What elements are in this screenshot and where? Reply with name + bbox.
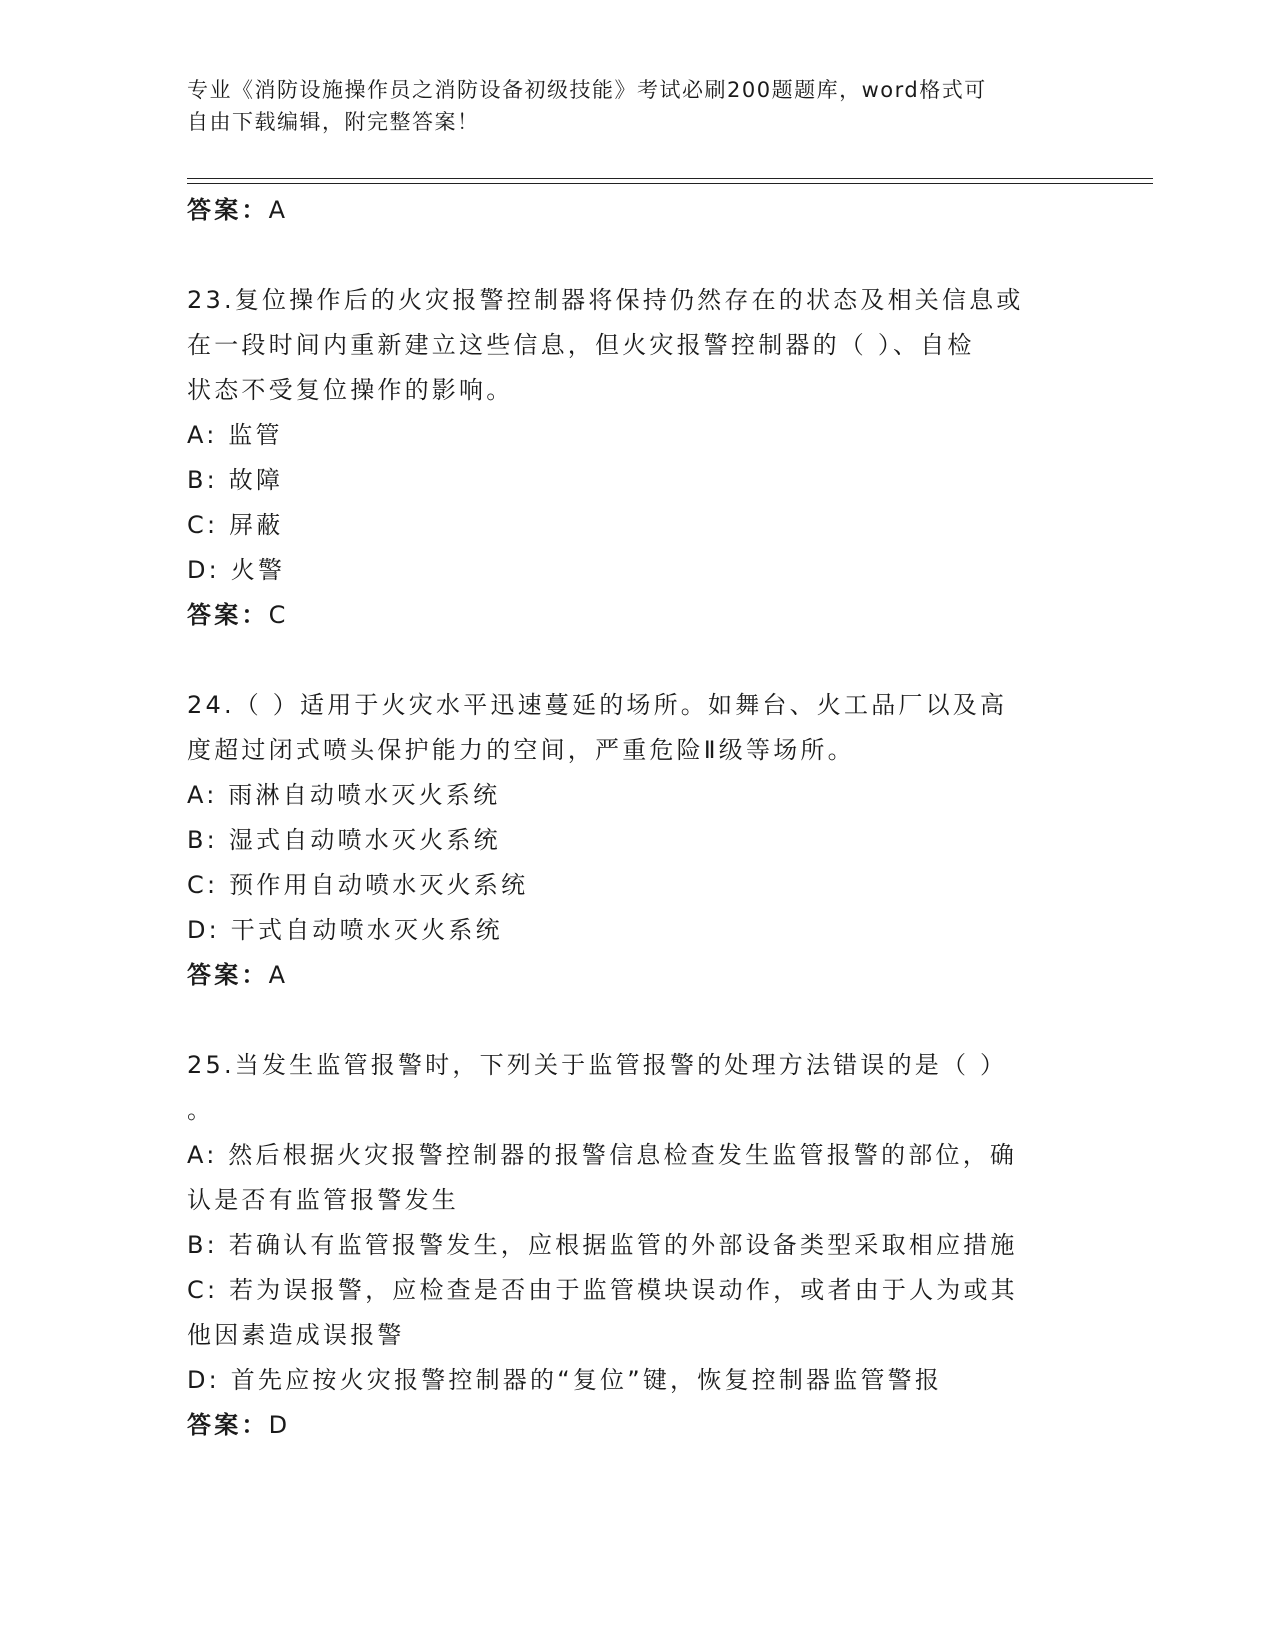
answer-label: 答案： (187, 1411, 269, 1439)
question-stem-line: 度超过闭式喷头保护能力的空间，严重危险Ⅱ级等场所。 (187, 736, 855, 764)
header-divider-bottom (187, 183, 1153, 184)
question-block (187, 683, 1077, 998)
answer-option-line: A: 然后根据火灾报警控制器的报警信息检查发生监管报警的部位，确 (187, 1141, 1018, 1169)
answer-option-line: C: 若为误报警，应检查是否由于监管模块误动作，或者由于人为或其 (187, 1276, 1018, 1304)
answer-option (187, 818, 1077, 863)
header-line-1: 专业《消防设施操作员之消防设备初级技能》考试必刷200题题库，word格式可 (187, 78, 987, 102)
question-block (187, 278, 1077, 638)
answer-label: 答案： (187, 601, 269, 629)
answer-option (187, 908, 1077, 953)
answer-option (187, 1133, 1077, 1223)
answer-option-line: B: 故障 (187, 466, 284, 494)
answer-option (187, 1223, 1077, 1268)
answer-option-line: A: 雨淋自动喷水灭火系统 (187, 781, 501, 809)
answer-option (187, 863, 1077, 908)
answer-option (187, 1268, 1077, 1358)
answer-value: D (268, 1411, 291, 1439)
question-stem-line: 23.复位操作后的火灾报警控制器将保持仍然存在的状态及相关信息或 (187, 286, 1024, 314)
answer-value: A (268, 196, 289, 224)
answer-option-line: 他因素造成误报警 (187, 1321, 405, 1349)
answer-option-line: C: 预作用自动喷水灭火系统 (187, 871, 529, 899)
answer-option (187, 1358, 1077, 1403)
header-divider-top (187, 178, 1153, 179)
answer-option-line: A: 监管 (187, 421, 283, 449)
answer-option-line: D: 首先应按火灾报警控制器的“复位”键，恢复控制器监管警报 (187, 1366, 943, 1394)
question-stem-line: 。 (187, 1096, 215, 1124)
question-stem-line: 状态不受复位操作的影响。 (187, 376, 514, 404)
answer-option-line: C: 屏蔽 (187, 511, 284, 539)
answer-option-line: 认是否有监管报警发生 (187, 1186, 459, 1214)
answer-value: A (268, 961, 289, 989)
answer-option-line: B: 若确认有监管报警发生，应根据监管的外部设备类型采取相应措施 (187, 1231, 1018, 1259)
answer-key (187, 953, 1077, 998)
answer-option (187, 773, 1077, 818)
question-spacer (187, 998, 1077, 1043)
answer-option (187, 413, 1077, 458)
answer-key (187, 593, 1077, 638)
previous-answer (187, 188, 1077, 233)
answer-value: C (268, 601, 289, 629)
question-list (187, 188, 1077, 1448)
answer-option (187, 458, 1077, 503)
question-block (187, 1043, 1077, 1448)
answer-option-line: D: 干式自动喷水灭火系统 (187, 916, 503, 944)
header-line-2: 自由下载编辑，附完整答案！ (187, 110, 480, 134)
answer-option-line: D: 火警 (187, 556, 286, 584)
document-header (187, 74, 1067, 138)
question-stem-line: 24.（ ）适用于火灾水平迅速蔓延的场所。如舞台、火工品厂以及高 (187, 691, 1008, 719)
question-stem-line: 25.当发生监管报警时，下列关于监管报警的处理方法错误的是（ ） (187, 1051, 1008, 1079)
question-spacer (187, 233, 1077, 278)
answer-option (187, 548, 1077, 593)
answer-key (187, 1403, 1077, 1448)
question-stem-line: 在一段时间内重新建立这些信息，但火灾报警控制器的（ ）、自检 (187, 331, 975, 359)
answer-label: 答案： (187, 196, 269, 224)
answer-label: 答案： (187, 961, 269, 989)
answer-option-line: B: 湿式自动喷水灭火系统 (187, 826, 501, 854)
answer-option (187, 503, 1077, 548)
question-spacer (187, 638, 1077, 683)
